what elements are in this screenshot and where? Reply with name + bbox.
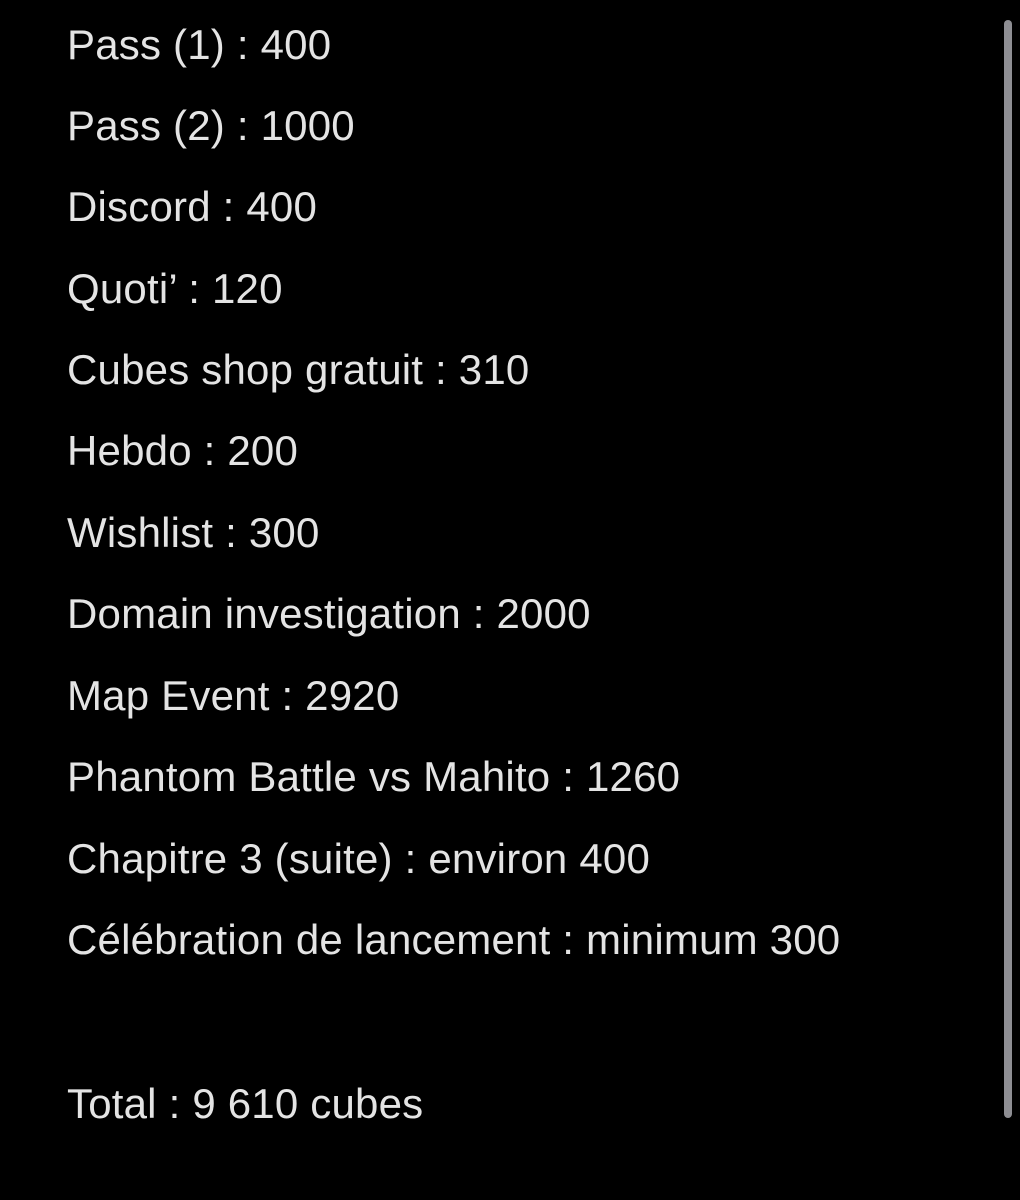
note-total: Total : 9 610 cubes [67,1080,424,1127]
note-line-pass-1: Pass (1) : 400 [67,21,332,68]
note-body[interactable] [67,0,987,1200]
note-line-celebration: Célébration de lancement : minimum 300 [67,916,841,963]
note-line-phantom-battle: Phantom Battle vs Mahito : 1260 [67,753,681,800]
note-line-quoti: Quoti’ : 120 [67,265,283,312]
note-line-discord: Discord : 400 [67,183,318,230]
note-line-chapitre-3: Chapitre 3 (suite) : environ 400 [67,835,651,882]
note-line-domain-investigation: Domain investigation : 2000 [67,590,591,637]
scrollbar[interactable] [1004,20,1012,1118]
note-line-map-event: Map Event : 2920 [67,672,400,719]
note-line-cubes-shop: Cubes shop gratuit : 310 [67,346,530,393]
note-line-hebdo: Hebdo : 200 [67,427,299,474]
note-line-pass-2: Pass (2) : 1000 [67,102,355,149]
note-line-wishlist: Wishlist : 300 [67,509,320,556]
